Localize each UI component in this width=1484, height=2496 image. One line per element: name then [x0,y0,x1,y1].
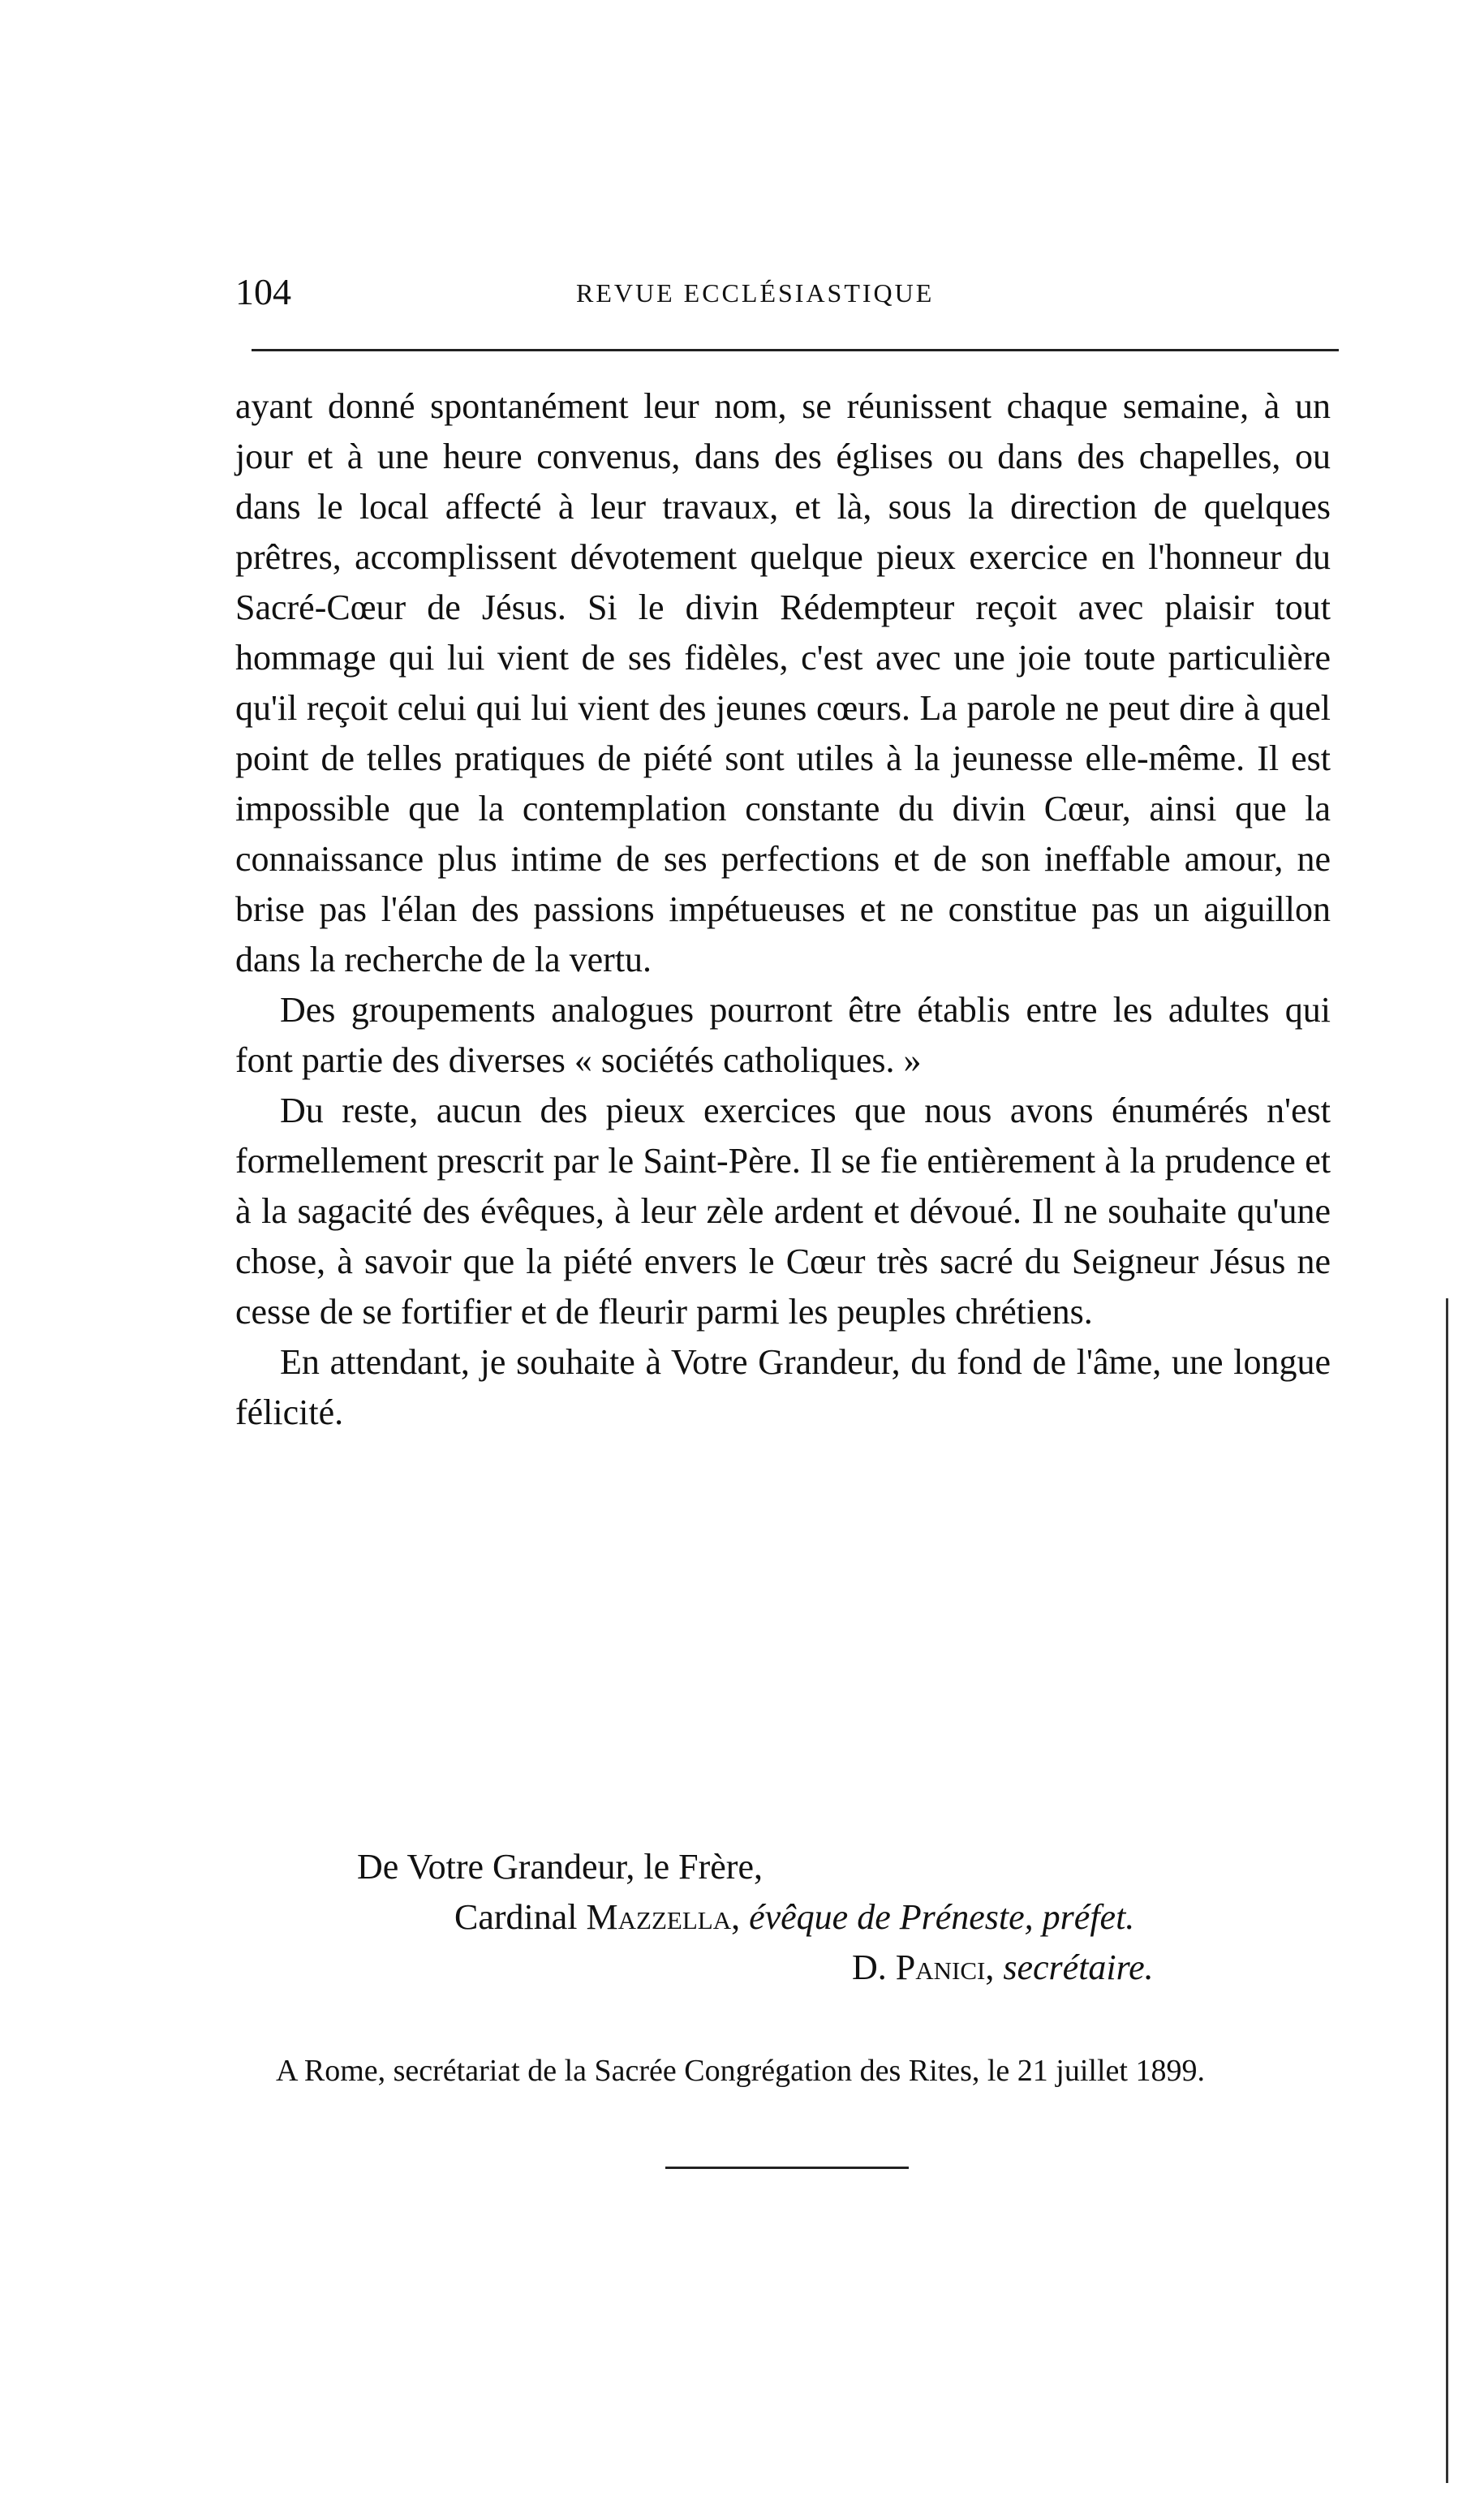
signer-1-name: Mazzella, [586,1897,741,1937]
signer-2-prefix: D. [852,1947,887,1987]
running-title: REVUE ECCLÉSIASTIQUE [576,278,935,308]
closing-block [235,1842,1331,1993]
signer-1-prefix: Cardinal [454,1897,578,1937]
page-header [235,268,1355,316]
signer-2-title: secrétaire. [1003,1947,1154,1987]
header-rule [252,349,1339,351]
end-rule [665,2167,909,2169]
signature-cardinal [235,1892,1331,1943]
margin-scan-line [1446,1298,1448,2483]
body-text [235,381,1331,1438]
page-number: 104 [235,271,291,312]
signer-2-name: Panici, [895,1947,995,1987]
paragraph-1: ayant donné spontanément leur nom, se réunissent chaque semaine, à un jour et à une heure convenus, dans des églises ou dans des chapelles, ou dans le local affecté à leur travaux, et là, sous la direction de quelques prêtres, accomplissent dévotement quelque pieux exercice en l'honneur du Sacré-Cœur de Jésus. Si le divin Rédempteur reçoit avec plaisir tout hommage qui lui vient de ses fidèles, c'est avec une joie toute particulière qu'il reçoit celui qui lui vient des jeunes cœurs. La parole ne peut dire à quel point de telles pratiques de piété sont utiles à la jeunesse elle-même. Il est impossible que la contemplation constante du divin Cœur, ainsi que la connaissance plus intime de ses perfections et de son ineffable amour, ne brise pas l'élan des passions impétueuses et ne constitue pas un aiguillon dans la recherche de la vertu. [235,386,1331,979]
signature-secretary [235,1943,1331,1993]
paragraph-3: Du reste, aucun des pieux exercices que nous avons énumérés n'est formellement prescrit par le Saint-Père. Il se fie entièrement à la prudence et à la sagacité des évêques, à leur zèle ardent et dévoué. Il ne souhaite qu'une chose, à savoir que la piété envers le Cœur très sacré du Seigneur Jésus ne cesse de se fortifier et de fleurir parmi les peuples chrétiens. [235,1091,1331,1332]
signer-1-title: évêque de Préneste, préfet. [749,1897,1135,1937]
salutation: De Votre Grandeur, le Frère, [357,1847,763,1887]
paragraph-4: En attendant, je souhaite à Votre Grandeur, du fond de l'âme, une longue félicité. [235,1342,1331,1432]
dateline-note: A Rome, secrétariat de la Sacrée Congrégation des Rites, le 21 juillet 1899. [276,2054,1205,2088]
paragraph-2: Des groupements analogues pourront être établis entre les adultes qui font partie des diverses « sociétés catholiques. » [235,990,1331,1080]
